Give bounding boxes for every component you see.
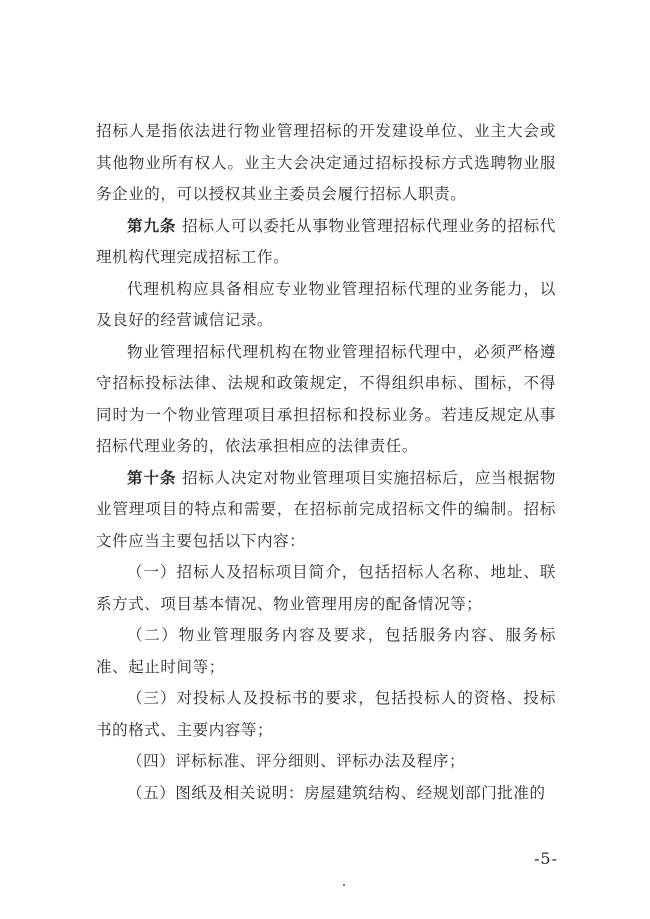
list-item-3 (96, 683, 556, 746)
list-item-4 (96, 746, 556, 778)
page-number: -5- (534, 849, 558, 868)
article-9 (96, 211, 556, 274)
paragraph-agency-conduct (96, 337, 556, 463)
list-item-5 (96, 778, 556, 810)
paragraph-agency-capability (96, 274, 556, 337)
paragraph-text: （五）图纸及相关说明：房屋建筑结构、经规划部门批准的 (127, 783, 546, 802)
paragraph-text: 代理机构应具备相应专业物业管理招标代理的业务能力，以及良好的经营诚信记录。 (96, 279, 556, 329)
article-10 (96, 463, 556, 558)
paragraph-text: （二）物业管理服务内容及要求，包括服务内容、服务标准、起止时间等； (96, 626, 556, 676)
paragraph-text: 招标人是指依法进行物业管理招标的开发建设单位、业主大会或其他物业所有权人。业主大会决定通过招标投标方式选聘物业服务企业的，可以授权其业主委员会履行招标人职责。 (96, 122, 556, 203)
paragraph-text: 招标人可以委托从事物业管理招标代理业务的招标代理机构代理完成招标工作。 (96, 216, 556, 266)
article-number: 第十条 (127, 468, 177, 487)
document-body (96, 116, 556, 809)
list-item-2 (96, 620, 556, 683)
paragraph-text: （三）对投标人及投标书的要求，包括投标人的资格、投标书的格式、主要内容等； (96, 689, 556, 739)
paragraph-text: （一）招标人及招标项目简介，包括招标人名称、地址、联系方式、项目基本情况、物业管理用房的配备情况等； (96, 563, 556, 613)
scan-speck (343, 884, 345, 886)
list-item-1 (96, 557, 556, 620)
paragraph-tenderer-definition (96, 116, 556, 211)
article-number: 第九条 (127, 216, 177, 235)
paragraph-text: （四）评标标准、评分细则、评标办法及程序； (127, 752, 466, 770)
paragraph-text: 物业管理招标代理机构在物业管理招标代理中，必须严格遵守招标投标法律、法规和政策规定，不得组织串标、围标，不得同时为一个物业管理项目承担招标和投标业务。若违反规定从事招标代理业务的，依法承担相应的法律责任。 (96, 342, 556, 455)
paragraph-text: 招标人决定对物业管理项目实施招标后，应当根据物业管理项目的特点和需要，在招标前完成招标文件的编制。招标文件应当主要包括以下内容： (96, 468, 556, 550)
